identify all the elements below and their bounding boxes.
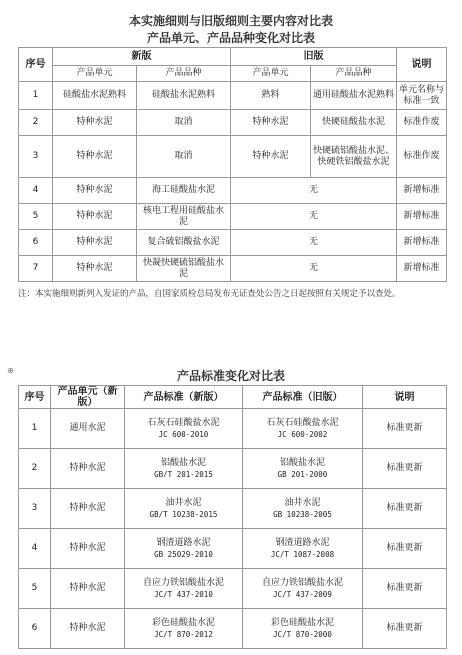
- cell-old-unit: 特种水泥: [231, 136, 311, 178]
- cell-unit: 特种水泥: [51, 489, 125, 529]
- std-code: GB 201-2000: [277, 469, 328, 479]
- std-name: 石灰石硅酸盐水泥: [266, 417, 339, 428]
- header-std-new: 产品标准（新版）: [125, 386, 243, 409]
- std-name: 油井水泥: [165, 497, 202, 508]
- cell-unit: 通用水泥: [51, 409, 125, 449]
- header-note: 说明: [363, 386, 447, 409]
- table-row: [19, 409, 447, 449]
- header-std-old: 产品标准（旧版）: [243, 386, 363, 409]
- std-code: JC 600-2010: [158, 429, 209, 439]
- table-row: [19, 178, 447, 204]
- std-name: 铝酸盐水泥: [160, 457, 206, 468]
- cell-seq: 6: [19, 609, 51, 649]
- cell-unit: 特种水泥: [51, 529, 125, 569]
- cell-new-variety: 快凝快硬硫铝酸盐水泥: [137, 256, 231, 282]
- cell-std-old: [243, 489, 363, 529]
- cell-old-unit: 熟料: [231, 82, 311, 110]
- std-code: JC/T 437-2010: [154, 589, 213, 599]
- cell-old-none: 无: [231, 230, 397, 256]
- header-new-unit: 产品单元: [53, 66, 137, 82]
- cell-std-old: [243, 569, 363, 609]
- cell-new-variety: 硅酸盐水泥熟料: [137, 82, 231, 110]
- header-old-unit: 产品单元: [231, 66, 311, 82]
- header-seq: 序号: [19, 48, 53, 82]
- std-name: 钢渣道路水泥: [156, 537, 211, 548]
- header-new-variety: 产品品种: [137, 66, 231, 82]
- cell-seq: 6: [19, 230, 53, 256]
- cell-std-old: [243, 409, 363, 449]
- table-row: [19, 136, 447, 178]
- cell-new-variety: 取消: [137, 136, 231, 178]
- cell-old-variety: 快硬硫铝酸盐水泥、快硬铁铝酸盐水泥: [311, 136, 397, 178]
- comparison-main-title: 本实施细则与旧版细则主要内容对比表: [128, 14, 333, 28]
- cell-seq: 1: [19, 82, 53, 110]
- std-code: GB 10238-2005: [273, 509, 332, 519]
- cell-seq: 7: [19, 256, 53, 282]
- header-note: 说明: [397, 48, 447, 82]
- cell-unit: 特种水泥: [51, 609, 125, 649]
- cell-seq: 3: [19, 136, 53, 178]
- std-name: 彩色硅酸盐水泥: [151, 617, 215, 628]
- std-code: JC/T 870-2000: [273, 629, 332, 639]
- anchor-icon: ⊕: [7, 366, 14, 375]
- table-row: [19, 82, 447, 110]
- std-name: 自应力铁铝酸盐水泥: [142, 577, 224, 588]
- cell-old-none: 无: [231, 178, 397, 204]
- std-code: GB/T 10238-2015: [149, 509, 218, 519]
- std-code: GB/T 201-2015: [154, 469, 213, 479]
- cell-old-none: 无: [231, 204, 397, 230]
- cell-new-unit: 特种水泥: [53, 230, 137, 256]
- cell-note: 标准更新: [363, 449, 447, 489]
- header-old-variety: 产品品种: [311, 66, 397, 82]
- cell-std-new: [125, 569, 243, 609]
- header-seq: 序号: [19, 386, 51, 409]
- table-row: [19, 529, 447, 569]
- cell-note: 新增标准: [397, 256, 447, 282]
- cell-note: 标准更新: [363, 409, 447, 449]
- std-code: JC/T 437-2009: [273, 589, 332, 599]
- cell-unit: 特种水泥: [51, 449, 125, 489]
- table-row: [19, 230, 447, 256]
- standard-comparison-table: [18, 385, 447, 649]
- table-row: [19, 569, 447, 609]
- header-old: 旧版: [231, 48, 397, 66]
- cell-new-unit: 硅酸盐水泥熟料: [53, 82, 137, 110]
- std-code: JC 600-2002: [277, 429, 328, 439]
- cell-new-unit: 特种水泥: [53, 136, 137, 178]
- std-code: GB 25029-2010: [154, 549, 213, 559]
- std-name: 自应力铁铝酸盐水泥: [261, 577, 343, 588]
- cell-note: 新增标准: [397, 204, 447, 230]
- std-name: 钢渣道路水泥: [275, 537, 330, 548]
- std-name: 油井水泥: [284, 497, 321, 508]
- unit-variety-comparison-table: [18, 47, 447, 282]
- cell-note: 标准更新: [363, 489, 447, 529]
- cell-new-unit: 特种水泥: [53, 204, 137, 230]
- cell-new-variety: 海工硅酸盐水泥: [137, 178, 231, 204]
- cell-std-new: [125, 609, 243, 649]
- cell-note: 新增标准: [397, 178, 447, 204]
- cell-note: 标准作废: [397, 110, 447, 136]
- std-code: JC/T 1087-2008: [270, 549, 335, 559]
- cell-old-unit: 特种水泥: [231, 110, 311, 136]
- cell-old-none: 无: [231, 256, 397, 282]
- cell-note: 标准更新: [363, 569, 447, 609]
- table-row: [19, 204, 447, 230]
- cell-seq: 1: [19, 409, 51, 449]
- cell-new-variety: 核电工程用硅酸盐水泥: [137, 204, 231, 230]
- footnote: 注：本实施细则新列入发证的产品，自国家质检总局发布无证查处公告之日起按照有关规定予以查处。: [18, 289, 401, 299]
- cell-note: 单元名称与标准一致: [397, 82, 447, 110]
- std-code: JC/T 870-2012: [154, 629, 213, 639]
- std-name: 石灰石硅酸盐水泥: [147, 417, 220, 428]
- cell-std-new: [125, 529, 243, 569]
- cell-seq: 4: [19, 529, 51, 569]
- header-unit: 产品单元（新版）: [51, 386, 125, 409]
- cell-seq: 5: [19, 569, 51, 609]
- cell-unit: 特种水泥: [51, 569, 125, 609]
- cell-note: 新增标准: [397, 230, 447, 256]
- cell-seq: 3: [19, 489, 51, 529]
- cell-new-variety: 取消: [137, 110, 231, 136]
- cell-old-variety: 通用硅酸盐水泥熟料: [311, 82, 397, 110]
- cell-note: 标准作废: [397, 136, 447, 178]
- cell-note: 标准更新: [363, 529, 447, 569]
- cell-note: 标准更新: [363, 609, 447, 649]
- cell-std-new: [125, 449, 243, 489]
- unit-variety-table-title: 产品单元、产品品种变化对比表: [146, 31, 315, 45]
- cell-new-variety: 复合硫铝酸盐水泥: [137, 230, 231, 256]
- table-row: [19, 110, 447, 136]
- table-row: [19, 489, 447, 529]
- cell-std-old: [243, 529, 363, 569]
- cell-new-unit: 特种水泥: [53, 256, 137, 282]
- cell-seq: 2: [19, 449, 51, 489]
- cell-seq: 2: [19, 110, 53, 136]
- std-name: 彩色硅酸盐水泥: [270, 617, 334, 628]
- cell-old-variety: 快硬硅酸盐水泥: [311, 110, 397, 136]
- cell-std-old: [243, 609, 363, 649]
- table-row: [19, 449, 447, 489]
- standard-table-title: 产品标准变化对比表: [176, 369, 285, 383]
- cell-new-unit: 特种水泥: [53, 110, 137, 136]
- table-row: [19, 609, 447, 649]
- cell-seq: 5: [19, 204, 53, 230]
- cell-std-new: [125, 489, 243, 529]
- header-new: 新版: [53, 48, 231, 66]
- table-row: [19, 256, 447, 282]
- std-name: 铝酸盐水泥: [279, 457, 325, 468]
- cell-std-old: [243, 449, 363, 489]
- cell-new-unit: 特种水泥: [53, 178, 137, 204]
- cell-seq: 4: [19, 178, 53, 204]
- cell-std-new: [125, 409, 243, 449]
